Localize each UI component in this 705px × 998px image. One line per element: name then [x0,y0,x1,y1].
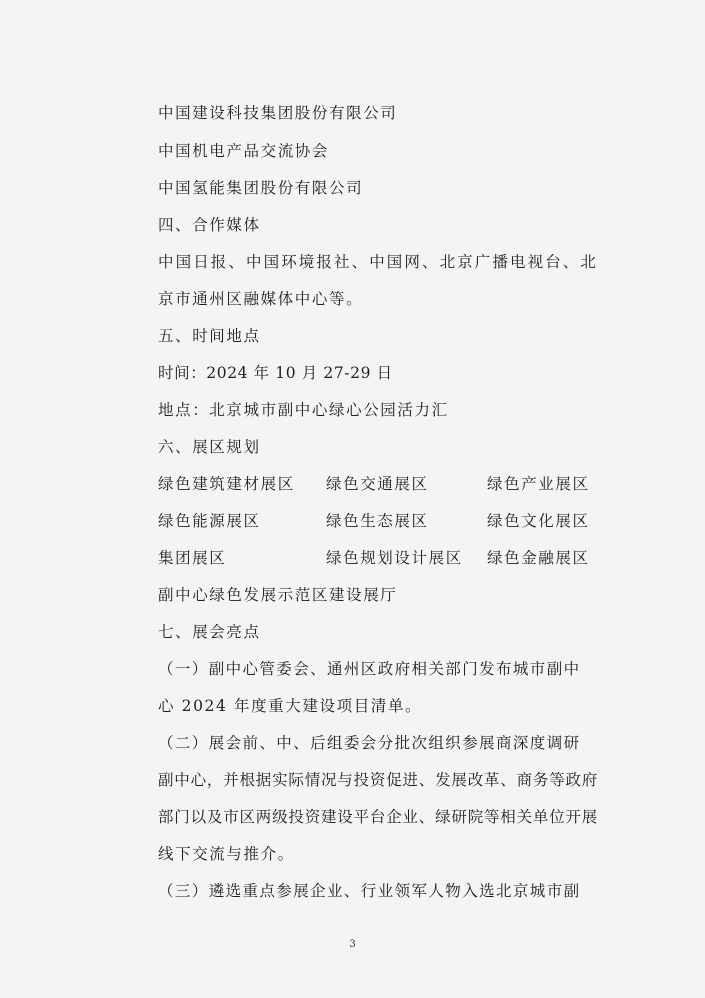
text-line: 线下交流与推介。 [158,845,295,863]
section-heading: 四、合作媒体 [158,216,261,234]
zone-item: 绿色能源展区 [158,512,261,530]
text-line: 副中心，并根据实际情况与投资促进、发展改革、商务等政府 [158,771,599,789]
zone-item: 绿色规划设计展区 [326,549,463,567]
text-line: 时间：2024 年 10 月 27-29 日 [158,364,393,382]
zone-item: 绿色交通展区 [326,475,429,493]
zone-item: 绿色文化展区 [487,512,590,530]
text-line: 部门以及市区两级投资建设平台企业、绿研院等相关单位开展 [158,808,599,826]
section-heading: 六、展区规划 [158,438,261,456]
text-line: （一）副中心管委会、通州区政府相关部门发布城市副中 [158,660,581,678]
text-line: （三）遴选重点参展企业、行业领军人物入选北京城市副 [158,882,581,900]
text-line: 中国机电产品交流协会 [158,142,330,160]
section-heading: 七、展会亮点 [158,623,261,641]
text-line: 京市通州区融媒体中心等。 [158,290,364,308]
text-line: 中国建设科技集团股份有限公司 [158,104,398,122]
zone-item: 绿色金融展区 [487,549,590,567]
text-line: （二）展会前、中、后组委会分批次组织参展商深度调研 [158,734,581,752]
text-line: 地点：北京城市副中心绿心公园活力汇 [158,401,449,419]
text-line: 中国日报、中国环境报社、中国网、北京广播电视台、北 [158,253,599,271]
section-heading: 五、时间地点 [158,327,261,345]
page-number: 3 [349,939,356,950]
zone-item: 集团展区 [158,549,227,567]
zone-item: 绿色生态展区 [326,512,429,530]
text-line: 心 2024 年度重大建设项目清单。 [158,697,423,715]
text-line: 副中心绿色发展示范区建设展厅 [158,586,398,604]
zone-item: 绿色产业展区 [487,475,590,493]
zone-item: 绿色建筑建材展区 [158,475,295,493]
text-line: 中国氢能集团股份有限公司 [158,179,364,197]
